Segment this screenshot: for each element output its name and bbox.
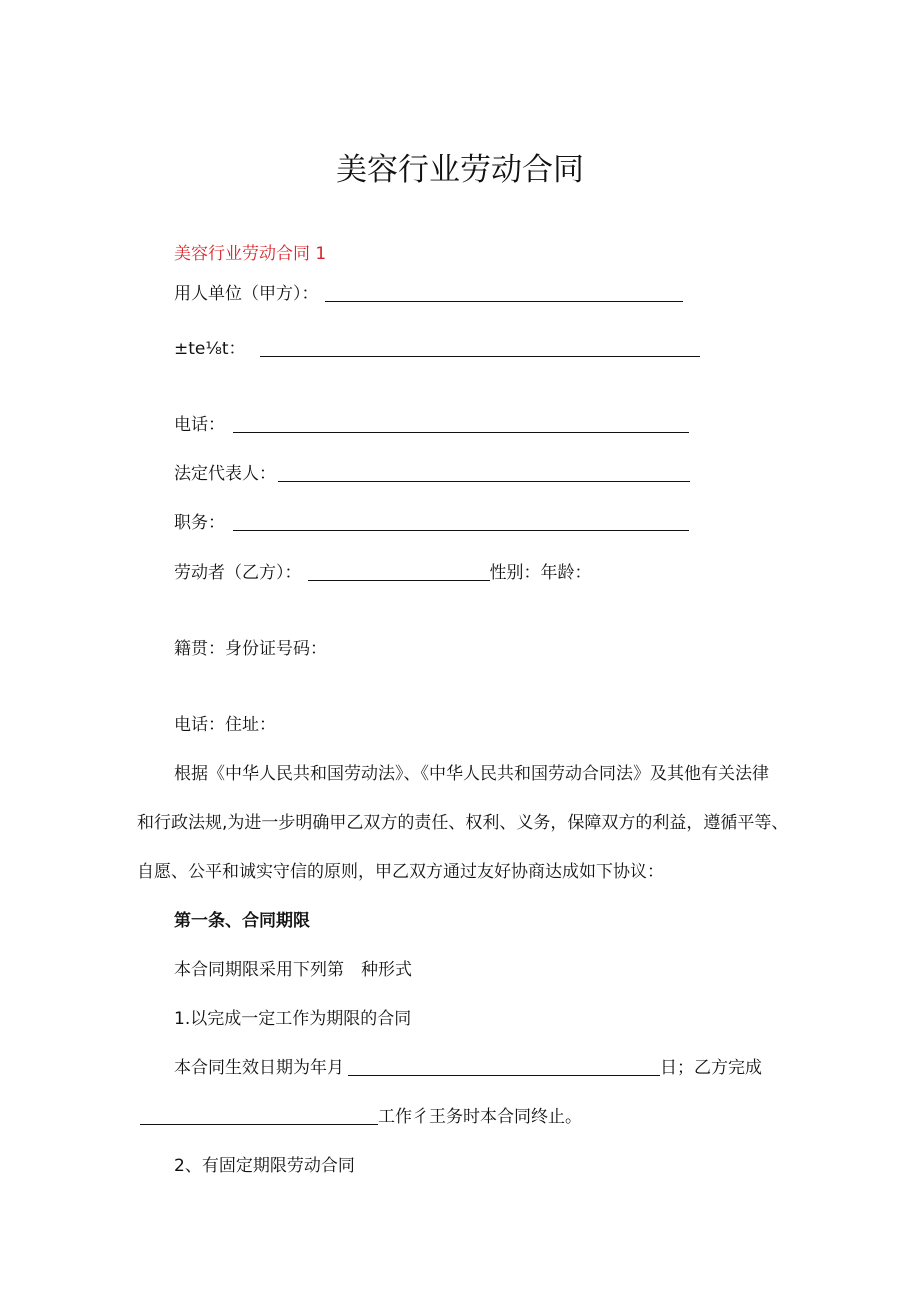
address-label: ±te⅛t： xyxy=(174,339,246,359)
origin-id-label: 籍贯：身份证号码： xyxy=(174,639,327,659)
worker-field-row xyxy=(174,561,592,585)
article-1-heading: 第一条、合同期限 xyxy=(174,911,310,931)
completion-suffix: 工作彳王务时本合同终止。 xyxy=(378,1107,582,1127)
gender-age-label: 性别：年龄： xyxy=(489,563,592,583)
intro-paragraph-line-3: 自愿、公平和诚实守信的原则，甲乙双方通过友好协商达成如下协议： xyxy=(137,862,664,882)
position-label: 职务： xyxy=(174,513,225,533)
effective-date-prefix: 本合同生效日期为年月 xyxy=(174,1058,344,1078)
intro-paragraph-line-2: 和行政法规,为进一步明确甲乙双方的责任、权利、义务，保障双方的利益，遵循平等、 xyxy=(137,813,789,833)
address-blank xyxy=(260,356,700,357)
effective-date-blank xyxy=(348,1075,660,1076)
intro-paragraph-line-1: 根据《中华人民共和国劳动法》、《中华人民共和国劳动合同法》及其他有关法律 xyxy=(174,764,769,784)
position-field-row xyxy=(174,511,689,535)
effective-date-suffix: 日；乙方完成 xyxy=(660,1058,762,1078)
phone-blank xyxy=(233,432,689,433)
completion-blank xyxy=(140,1124,378,1125)
article-1-form-line: 本合同期限采用下列第 种形式 xyxy=(174,960,412,980)
document-title: 美容行业劳动合同 xyxy=(336,152,584,188)
employer-blank xyxy=(325,301,683,302)
phone-address-label: 电话：住址： xyxy=(174,715,276,735)
employer-field-row xyxy=(174,282,683,306)
legal-rep-blank xyxy=(278,481,690,482)
worker-blank xyxy=(308,580,490,581)
phone-label: 电话： xyxy=(174,415,225,435)
effective-date-row xyxy=(174,1056,762,1080)
position-blank xyxy=(233,530,689,531)
address-field-row xyxy=(174,337,700,361)
completion-row xyxy=(140,1105,582,1129)
legal-rep-label: 法定代表人： xyxy=(174,464,276,484)
article-1-item-1: 1.以完成一定工作为期限的合同 xyxy=(174,1009,412,1029)
employer-label: 用人单位（甲方）： xyxy=(174,284,319,304)
document-subtitle: 美容行业劳动合同 1 xyxy=(174,244,327,264)
article-1-item-2: 2、有固定期限劳动合同 xyxy=(174,1156,355,1176)
phone-field-row xyxy=(174,413,689,437)
worker-label: 劳动者（乙方）： xyxy=(174,563,302,583)
legal-rep-field-row xyxy=(174,462,690,486)
